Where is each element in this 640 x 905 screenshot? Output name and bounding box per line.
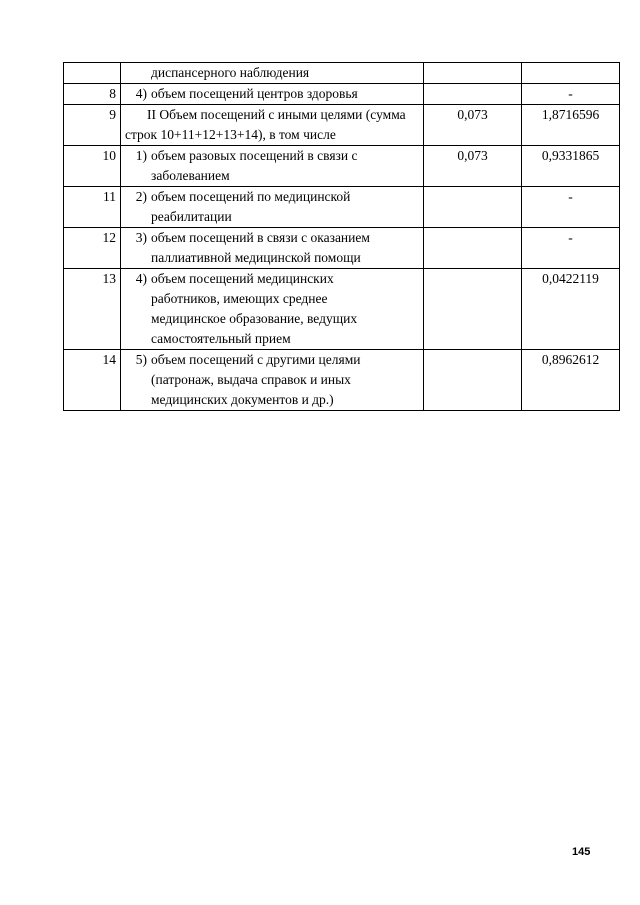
item-marker: 4) [135, 271, 147, 286]
row-number [64, 63, 121, 84]
row-description [121, 350, 424, 411]
table-row [64, 84, 620, 105]
description-line: паллиативной медицинской помощи [151, 250, 361, 265]
value-cell: 1,8716596 [522, 105, 620, 146]
item-marker: 5) [135, 352, 147, 367]
table-row [64, 350, 620, 411]
item-marker: 4) [135, 86, 147, 101]
row-description [121, 187, 424, 228]
row-number: 8 [64, 84, 121, 105]
table-row [64, 146, 620, 187]
description-line: диспансерного наблюдения [151, 65, 310, 80]
description-line: объем посещений центров здоровья [151, 86, 358, 101]
row-description [121, 228, 424, 269]
item-marker: 1) [135, 148, 147, 163]
description-line: объем посещений медицинских [151, 271, 334, 286]
row-number: 11 [64, 187, 121, 228]
row-description [121, 84, 424, 105]
row-number: 13 [64, 269, 121, 350]
row-description [121, 105, 424, 146]
value-cell [424, 350, 522, 411]
description-line: медицинское образование, ведущих [151, 311, 358, 326]
row-number: 10 [64, 146, 121, 187]
row-number: 12 [64, 228, 121, 269]
value-cell: 0,0422119 [522, 269, 620, 350]
row-number: 14 [64, 350, 121, 411]
value-cell: 0,073 [424, 105, 522, 146]
item-marker: 2) [135, 189, 147, 204]
row-description [121, 63, 424, 84]
description-line: объем посещений с другими целями [151, 352, 361, 367]
description-line: объем посещений в связи с оказанием [151, 230, 370, 245]
value-cell [522, 63, 620, 84]
value-cell [424, 269, 522, 350]
table-row [64, 228, 620, 269]
description-line: строк 10+11+12+13+14), в том числе [125, 127, 336, 142]
description-line: работников, имеющих среднее [151, 291, 328, 306]
description-line: объем разовых посещений в связи с [151, 148, 358, 163]
table-row [64, 187, 620, 228]
row-description [121, 146, 424, 187]
visits-table [63, 62, 620, 411]
value-cell: 0,9331865 [522, 146, 620, 187]
value-cell: - [522, 187, 620, 228]
description-line: самостоятельный прием [151, 331, 291, 346]
item-marker: 3) [135, 230, 147, 245]
table-row [64, 63, 620, 84]
description-line: реабилитации [151, 209, 232, 224]
table-row [64, 105, 620, 146]
description-line: заболеванием [151, 168, 230, 183]
value-cell: 0,073 [424, 146, 522, 187]
description-line: объем посещений по медицинской [151, 189, 351, 204]
page-number: 145 [572, 846, 591, 858]
description-line: медицинских документов и др.) [151, 392, 334, 407]
description-line: II Объем посещений с иными целями (сумма [147, 107, 406, 122]
value-cell: 0,8962612 [522, 350, 620, 411]
row-description [121, 269, 424, 350]
value-cell [424, 63, 522, 84]
value-cell [424, 187, 522, 228]
table-row [64, 269, 620, 350]
value-cell: - [522, 228, 620, 269]
value-cell: - [522, 84, 620, 105]
value-cell [424, 228, 522, 269]
value-cell [424, 84, 522, 105]
description-line: (патронаж, выдача справок и иных [151, 372, 351, 387]
row-number: 9 [64, 105, 121, 146]
